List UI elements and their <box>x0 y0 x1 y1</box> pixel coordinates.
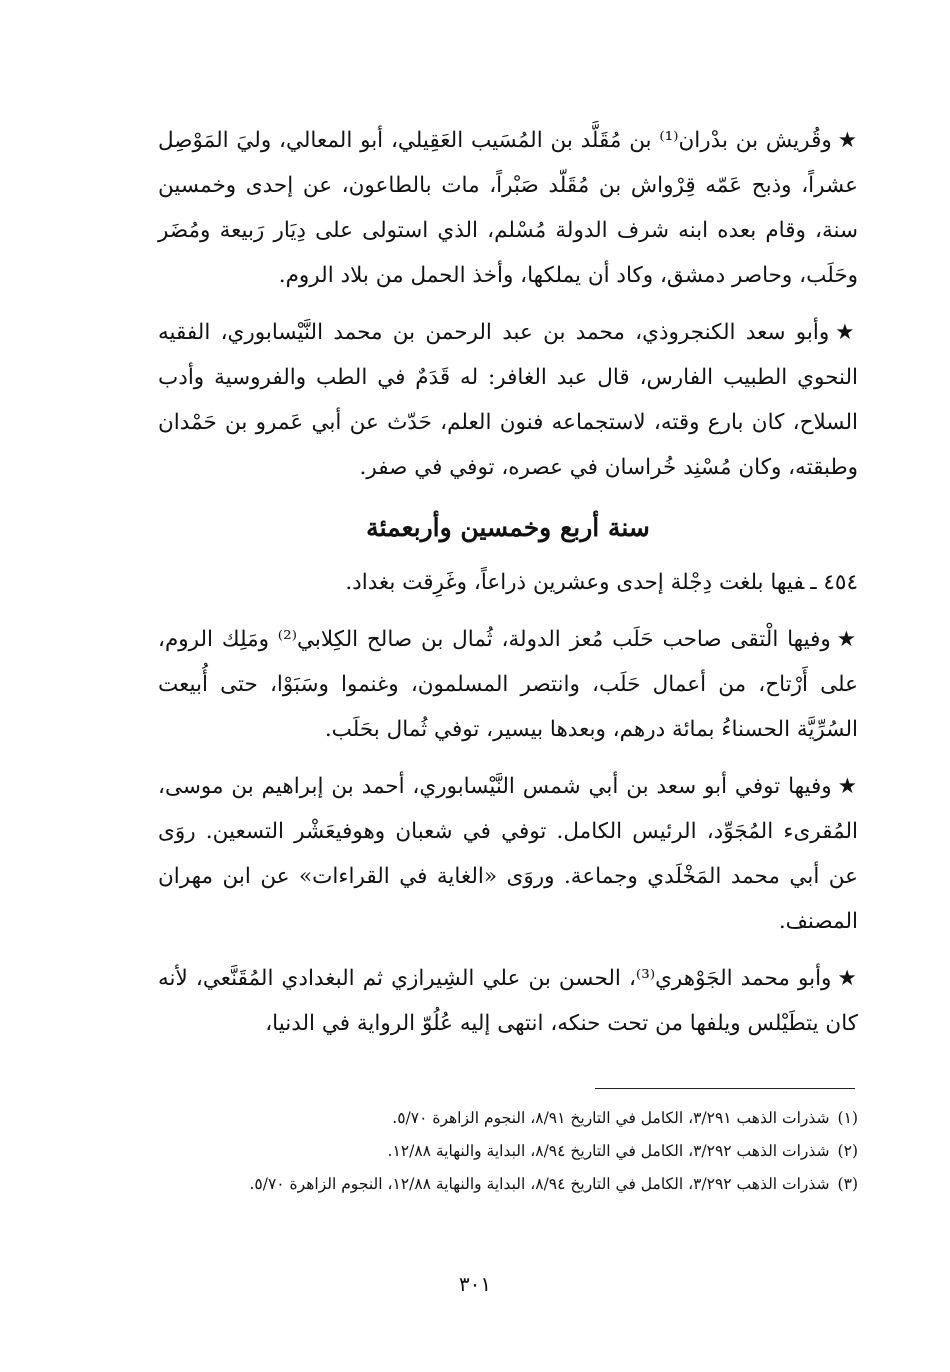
star-marker: ★ <box>835 320 858 345</box>
footnote-text: شذرات الذهب ٣/٢٩١، الكامل في التاريخ ٨/٩١، النجوم الزاهرة ٥/٧٠. <box>392 1109 830 1127</box>
page-number: ٣٠١ <box>458 1272 492 1296</box>
year-heading: سنة أربع وخمسين وأربعمئة <box>366 513 650 542</box>
footnote-number: (٣) <box>837 1175 858 1193</box>
footnote-text: شذرات الذهب ٣/٢٩٢، الكامل في التاريخ ٨/٩٤، البداية والنهاية ١٢/٨٨، النجوم الزاهرة ٥/٧٠. <box>249 1175 830 1193</box>
footnote-separator <box>595 1088 855 1089</box>
entry-number: ٤٥٤ ـ <box>810 570 858 595</box>
paragraph-text: وفيها توفي أبو سعد بن أبي شمس النَّيْسابوري، أحمد بن إبراهيم بن موسى، المُقرىء المُجَوِّد، الرئيس الكامل. توفي في شعبان وهوفيعَشْر التسعين. روَى عن أبي محمد المَخْلَدي وجماعة. وروَى «الغاية في القراءات» عن ابن مهران المصنف. <box>158 774 858 934</box>
entry-text: فيها بلغت دِجْلة إحدى وعشرين ذراعاً، وغَرِقت بغداد. <box>345 570 805 595</box>
entry-454 <box>158 560 858 605</box>
star-marker: ★ <box>837 128 858 153</box>
footnote-number: (١) <box>837 1109 858 1127</box>
paragraph-thumal <box>158 617 858 752</box>
paragraph-quraysh <box>158 118 858 298</box>
paragraph-text: وأبو محمد الجَوْهري⁽³⁾، الحسن بن علي الشِيرازي ثم البغدادي المُقَنَّعي، لأنه كان يتطَيْلس ويلفها من تحت حنكه، انتهى إليه عُلُوّ الرواية في الدنيا، <box>158 966 858 1036</box>
paragraph-text: وفيها الْتقى صاحب حَلَب مُعز الدولة، ثُمال بن صالح الكِلابي⁽²⁾ ومَلِك الروم، على أَرْتاح، من أعمال حَلَب، وانتصر المسلمون، وغنموا وسَبَوْا، حتى أُبيعت السُرِّيَّة الحسناءُ بمائة درهم، وبعدها بيسير، توفي ثُمال بحَلَب. <box>158 627 858 742</box>
star-marker: ★ <box>837 774 858 799</box>
footnote-1 <box>158 1102 858 1135</box>
footnote-text: شذرات الذهب ٣/٢٩٢، الكامل في التاريخ ٨/٩٤، البداية والنهاية ١٢/٨٨. <box>387 1142 830 1160</box>
footnote-number: (٢) <box>837 1142 858 1160</box>
paragraph-abu-saad-naysaburi <box>158 764 858 944</box>
star-marker: ★ <box>836 627 859 652</box>
main-text <box>158 118 858 1058</box>
paragraph-abu-saad-kanjaruzi <box>158 310 858 490</box>
star-marker: ★ <box>837 966 858 991</box>
paragraph-text: وأبو سعد الكنجروذي، محمد بن عبد الرحمن بن محمد النَّيْسابوري، الفقيه النحوي الطبيب الفارس، قال عبد الغافر: له قَدَمٌ في الطب والفروسية وأدب السلاح، كان بارع وقته، لاستجماعه فنون العلم، حَدّث عن أبي عَمرو بن حَمْدان وطبقته، وكان مُسْنِد خُراسان في عصره، توفي في صفر. <box>158 320 858 480</box>
paragraph-jawhari <box>158 956 858 1046</box>
footnotes <box>158 1102 858 1201</box>
footnote-3 <box>158 1168 858 1201</box>
footnote-2 <box>158 1135 858 1168</box>
paragraph-text: وقُريش بن بدْران⁽¹⁾ بن مُقَلَّد بن المُسَيب العَقِيلي، أبو المعالي، وليَ المَوْصِل عشراً، وذبح عَمّه قِرْواش بن مُقَلّد صَبْراً، مات بالطاعون، عن إحدى وخمسين سنة، وقام بعده ابنه شرف الدولة مُسْلم، الذي استولى على دِيَار رَبيعة ومُضَر وحَلَب، وحاصر دمشق، وكاد أن يملكها، وأخذ الحمل من بلاد الروم. <box>158 128 858 288</box>
